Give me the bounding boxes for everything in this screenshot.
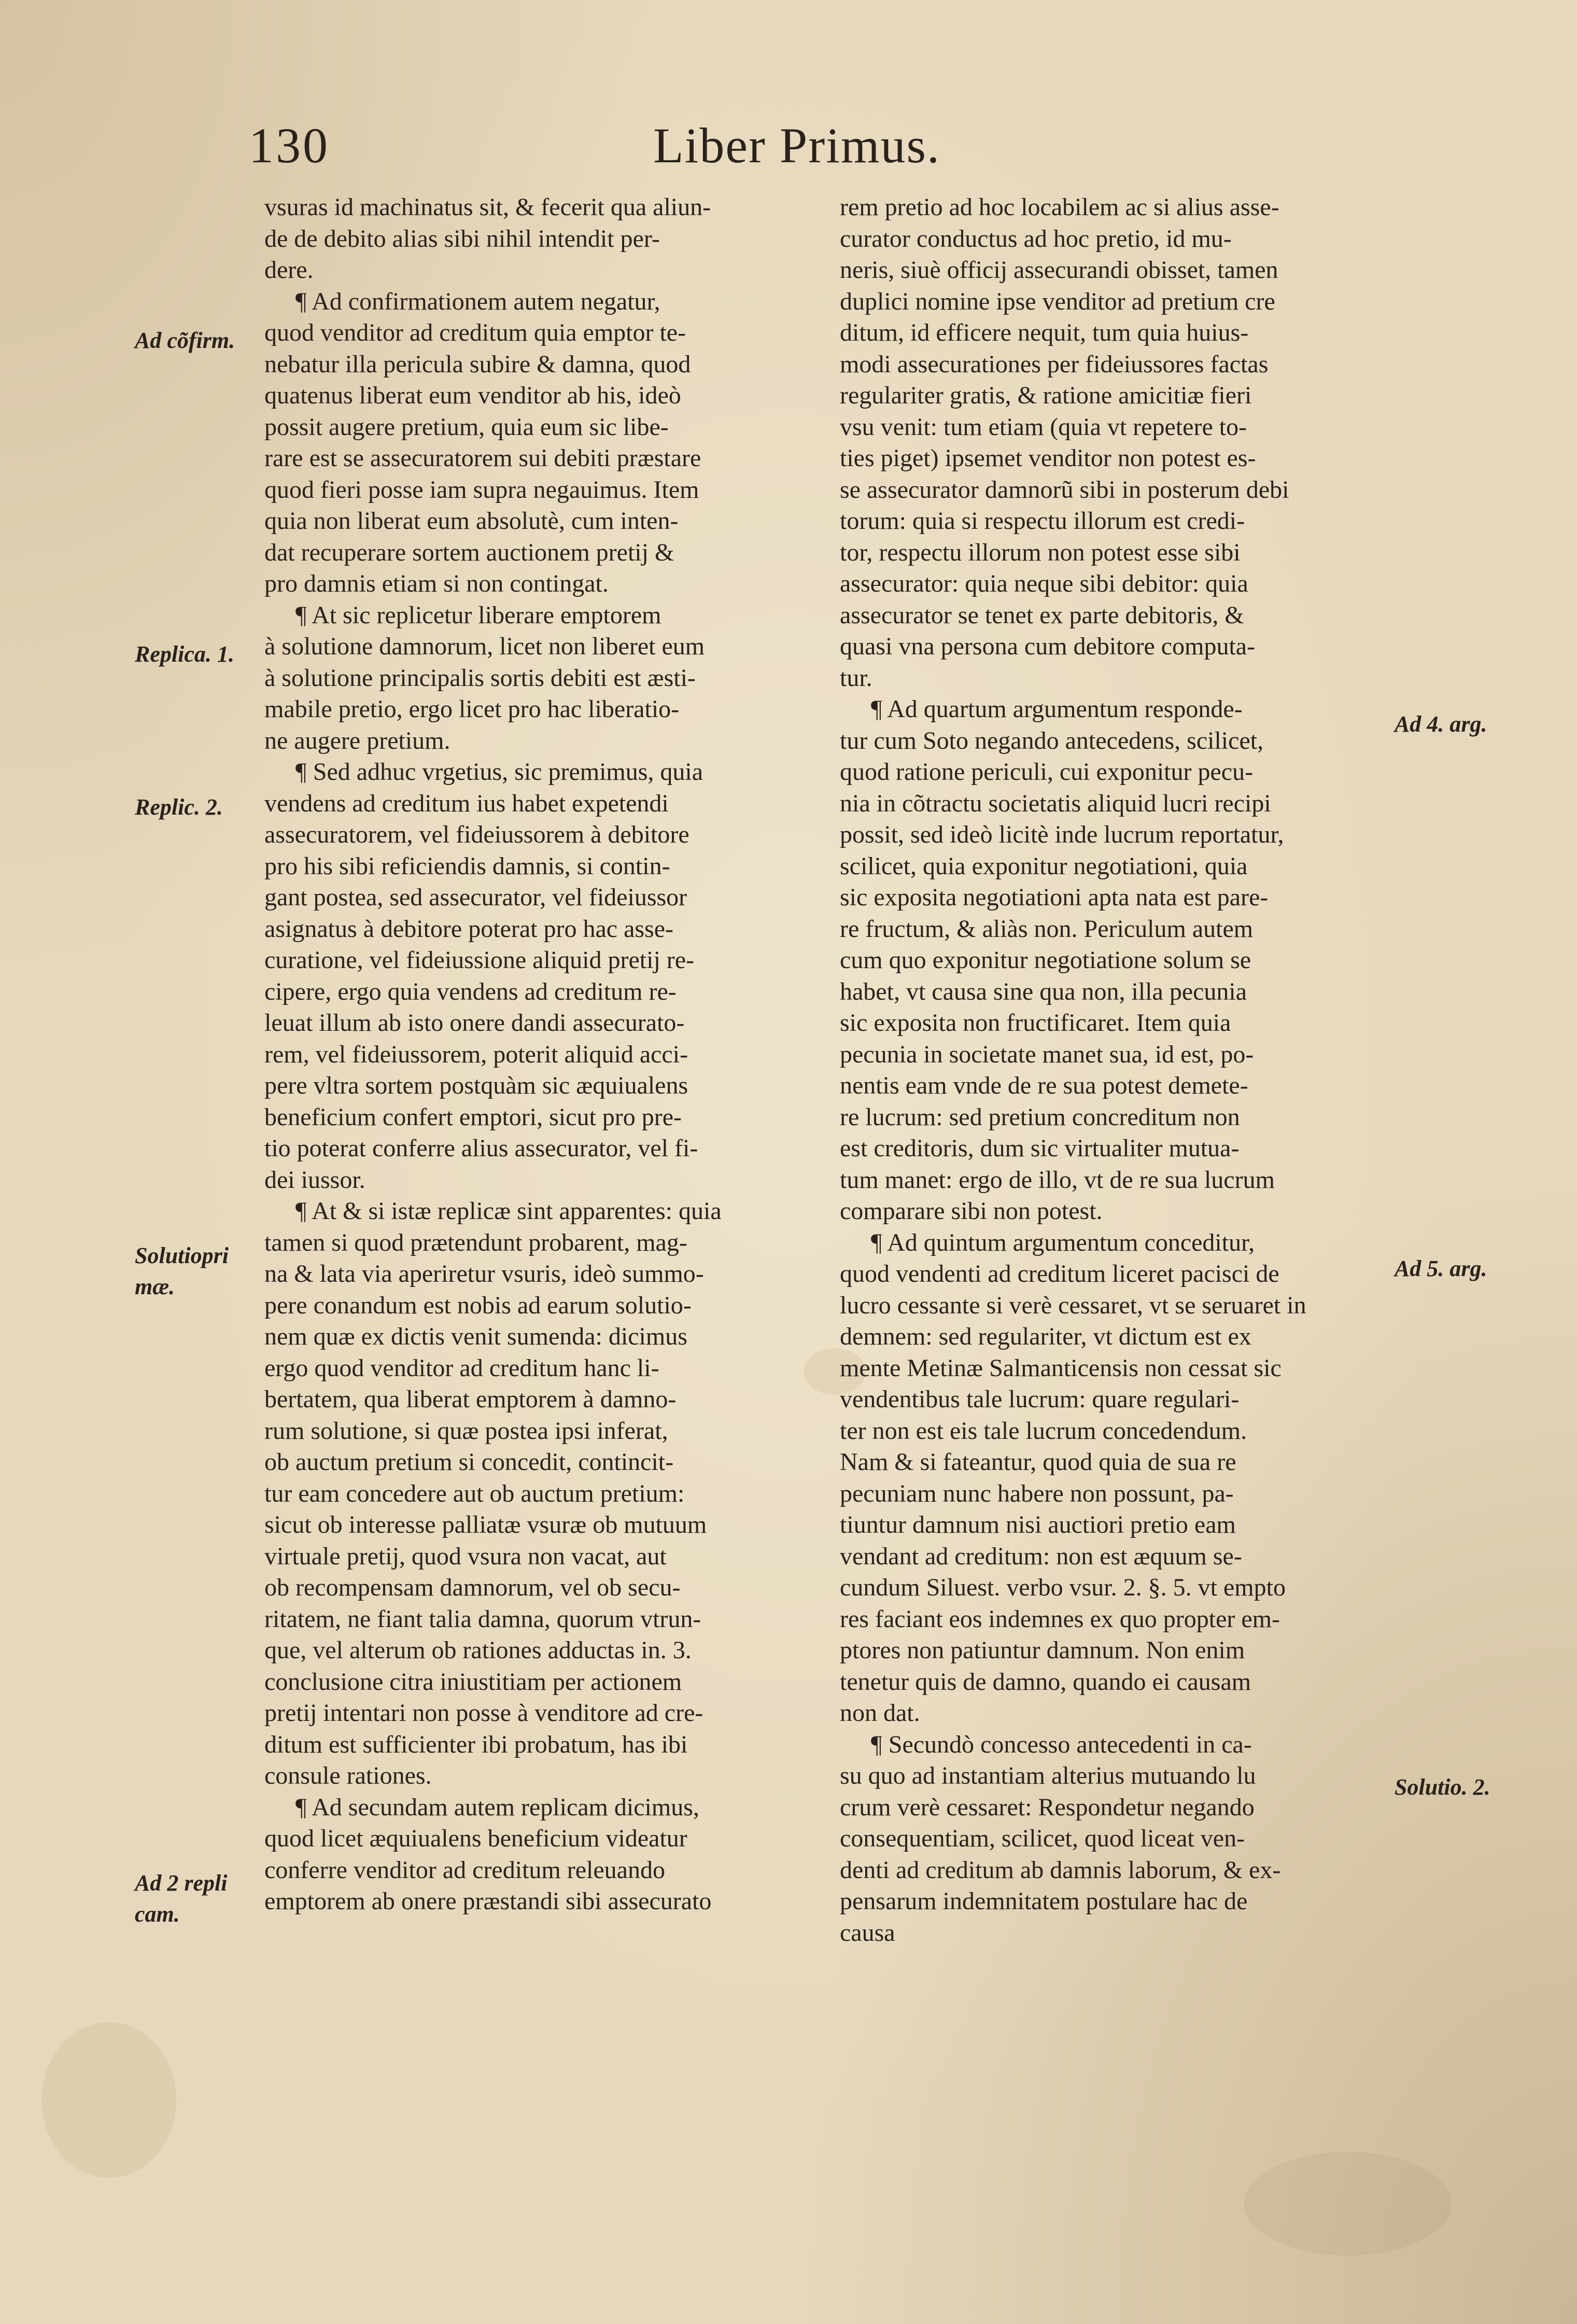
- text-line: tur.: [840, 664, 872, 692]
- text-line: vsuras id machinatus sit, & fecerit qua aliun-: [264, 193, 711, 221]
- text-line: tur cum Soto negando antecedens, scilicet,: [840, 726, 1264, 754]
- text-line: tum manet: ergo de illo, vt de re sua lucrum: [840, 1166, 1275, 1194]
- text-line: tur eam concedere aut ob auctum pretium:: [264, 1479, 685, 1507]
- text-line: dere.: [264, 256, 314, 284]
- text-line: nebatur illa pericula subire & damna, quod: [264, 350, 691, 378]
- margin-note-replic-2: Replic. 2.: [135, 794, 223, 820]
- page-number: 130: [249, 118, 330, 173]
- text-line: tio poterat conferre alius assecurator, vel fi-: [264, 1135, 698, 1162]
- text-line: pere vltra sortem postquàm sic æquiualens: [264, 1072, 688, 1099]
- text-line: ¶ Ad confirmationem autem negatur,: [295, 287, 660, 315]
- text-line: conferre venditor ad creditum releuando: [264, 1856, 665, 1884]
- left-text-column: [264, 192, 798, 1917]
- margin-note-ad-confirm: Ad cõfirm.: [135, 328, 235, 353]
- text-line: cundum Siluest. verbo vsur. 2. §. 5. vt empto: [840, 1574, 1286, 1601]
- margin-note-solutio-2: Solutio. 2.: [1395, 1774, 1490, 1800]
- text-line: nem quæ ex dictis venit sumenda: dicimus: [264, 1323, 687, 1350]
- margin-note-replica-1: Replica. 1.: [135, 641, 234, 667]
- text-line: se assecurator damnorũ sibi in posterum debi: [840, 475, 1289, 503]
- text-line: ties piget) ipsemet venditor non potest es-: [840, 444, 1256, 472]
- text-line: asignatus à debitore poterat pro hac asse-: [264, 915, 674, 943]
- text-line: re lucrum: sed pretium concreditum non: [840, 1103, 1240, 1131]
- text-line: curatione, vel fideiussione aliquid pretij re-: [264, 946, 695, 974]
- text-line: sic exposita non fructificaret. Item quia: [840, 1009, 1231, 1037]
- margin-note-ad-2-replicam-line1: Ad 2 repli: [135, 1870, 228, 1896]
- text-line: rem pretio ad hoc locabilem ac si alius asse-: [840, 193, 1279, 221]
- text-line: beneficium confert emptori, sicut pro pre-: [264, 1103, 682, 1131]
- text-line: quod venditor ad creditum quia emptor te-: [264, 319, 686, 346]
- text-line: est creditoris, dum sic virtualiter mutua-: [840, 1135, 1240, 1162]
- text-line: quatenus liberat eum venditor ab his, ideò: [264, 382, 681, 409]
- text-line: ritatem, ne fiant talia damna, quorum vtrun-: [264, 1605, 701, 1633]
- text-line: ob recompensam damnorum, vel ob secu-: [264, 1574, 681, 1601]
- text-line: nentis eam vnde de re sua potest demete-: [840, 1072, 1248, 1099]
- text-line: nia in cõtractu societatis aliquid lucri recipi: [840, 789, 1271, 817]
- text-line: modi assecurationes per fideiussores factas: [840, 350, 1269, 378]
- text-line: tiuntur damnum nisi auctiori pretio eam: [840, 1511, 1236, 1538]
- text-line: possit, sed ideò licitè inde lucrum reportatur,: [840, 821, 1284, 848]
- text-line: re fructum, & aliàs non. Periculum autem: [840, 915, 1254, 943]
- text-line: quia non liberat eum absolutè, cum inten-: [264, 507, 679, 535]
- text-line: quod vendenti ad creditum liceret pacisci de: [840, 1260, 1279, 1287]
- text-line: pretij intentari non posse à venditore ad cre-: [264, 1699, 703, 1727]
- text-line: curator conductus ad hoc pretio, id mu-: [840, 225, 1232, 253]
- text-line: cipere, ergo quia vendens ad creditum re-: [264, 977, 677, 1005]
- text-line: ter non est eis tale lucrum concedendum.: [840, 1417, 1247, 1445]
- text-line: comparare sibi non potest.: [840, 1197, 1103, 1225]
- text-line: rem, vel fideiussorem, poterit aliquid acci-: [264, 1040, 688, 1068]
- text-line: ¶ Ad quintum argumentum conceditur,: [871, 1228, 1255, 1256]
- right-text-column: [840, 192, 1374, 1949]
- text-line: na & lata via aperiretur vsuris, ideò summo-: [264, 1260, 704, 1287]
- text-line: mente Metinæ Salmanticensis non cessat sic: [840, 1354, 1282, 1382]
- paper-stain: [1244, 2152, 1452, 2256]
- text-line: quod licet æquiualens beneficium videatur: [264, 1825, 687, 1852]
- text-line: gant postea, sed assecurator, vel fideiussor: [264, 884, 687, 911]
- text-line: quasi vna persona cum debitore computa-: [840, 633, 1256, 660]
- text-line: denti ad creditum ab damnis laborum, & ex-: [840, 1856, 1281, 1884]
- text-line: emptorem ab onere præstandi sibi assecurato: [264, 1887, 712, 1915]
- text-line: rum solutione, si quæ postea ipsi inferat,: [264, 1417, 668, 1445]
- text-line: res faciant eos indemnes ex quo propter em-: [840, 1605, 1280, 1633]
- text-line: causa: [840, 1919, 895, 1947]
- text-line: non dat.: [840, 1699, 920, 1727]
- text-line: vendant ad creditum: non est æquum se-: [840, 1542, 1242, 1570]
- text-line: vendentibus tale lucrum: quare regulari-: [840, 1385, 1240, 1413]
- text-line: consule rationes.: [264, 1762, 432, 1789]
- text-line: pecuniam nunc habere non possunt, pa-: [840, 1479, 1234, 1507]
- text-line: quod fieri posse iam supra negauimus. Item: [264, 475, 699, 503]
- text-line: assecuratorem, vel fideiussorem à debitore: [264, 821, 689, 848]
- text-line: leuat illum ab isto onere dandi assecurato-: [264, 1009, 685, 1037]
- text-line: neris, siuè officij assecurandi obisset, tamen: [840, 256, 1278, 284]
- text-line: à solutione principalis sortis debiti est æsti-: [264, 664, 696, 692]
- margin-note-ad-2-replicam-line2: cam.: [135, 1901, 180, 1927]
- margin-note-ad-4-arg: Ad 4. arg.: [1395, 711, 1487, 737]
- text-line: ditum est sufficienter ibi probatum, has ibi: [264, 1730, 688, 1758]
- text-line: crum verè cessaret: Respondetur negando: [840, 1793, 1255, 1821]
- text-line: bertatem, qua liberat emptorem à damno-: [264, 1385, 677, 1413]
- text-line: ¶ Sed adhuc vrgetius, sic premimus, quia: [295, 758, 703, 786]
- text-line: torum: quia si respectu illorum est credi-: [840, 507, 1245, 535]
- text-line: sicut ob interesse palliatæ vsuræ ob mutuum: [264, 1511, 707, 1538]
- text-line: assecurator se tenet ex parte debitoris, &: [840, 601, 1244, 629]
- text-line: tor, respectu illorum non potest esse sibi: [840, 538, 1241, 566]
- margin-note-solutio-prima-line2: mæ.: [135, 1274, 175, 1299]
- text-line: pecunia in societate manet sua, id est, po-: [840, 1040, 1254, 1068]
- text-line: possit augere pretium, quia eum sic libe-: [264, 413, 669, 441]
- text-line: ditum, id efficere nequit, tum quia huius-: [840, 319, 1249, 346]
- text-line: duplici nomine ipse venditor ad pretium cre: [840, 287, 1275, 315]
- text-line: scilicet, quia exponitur negotiationi, quia: [840, 852, 1248, 880]
- text-line: ¶ At sic replicetur liberare emptorem: [295, 601, 661, 629]
- text-line: conclusione citra iniustitiam per actionem: [264, 1668, 682, 1696]
- text-line: regulariter gratis, & ratione amicitiæ fieri: [840, 382, 1252, 409]
- text-line: pensarum indemnitatem postulare hac de: [840, 1887, 1248, 1915]
- text-line: consequentiam, scilicet, quod liceat ven-: [840, 1825, 1245, 1852]
- text-line: pro damnis etiam si non contingat.: [264, 570, 609, 597]
- text-line: ¶ Secundò concesso antecedenti in ca-: [871, 1730, 1252, 1758]
- text-line: rare est se assecuratorem sui debiti præstare: [264, 444, 701, 472]
- text-line: ptores non patiuntur damnum. Non enim: [840, 1636, 1245, 1664]
- text-line: à solutione damnorum, licet non liberet eum: [264, 633, 705, 660]
- text-line: pro his sibi reficiendis damnis, si contin-: [264, 852, 670, 880]
- text-line: vendens ad creditum ius habet expetendi: [264, 789, 669, 817]
- text-line: virtuale pretij, quod vsura non vacat, aut: [264, 1542, 667, 1570]
- text-line: vsu venit: tum etiam (quia vt repetere to-: [840, 413, 1247, 441]
- text-line: de de debito alias sibi nihil intendit per-: [264, 225, 660, 253]
- text-line: ¶ At & si istæ replicæ sint apparentes: quia: [295, 1197, 722, 1225]
- paper-stain: [41, 2022, 176, 2178]
- text-line: que, vel alterum ob rationes adductas in. 3.: [264, 1636, 692, 1664]
- text-line: cum quo exponitur negotiatione solum se: [840, 946, 1251, 974]
- text-line: ¶ Ad quartum argumentum responde-: [871, 695, 1243, 723]
- text-line: quod ratione periculi, cui exponitur pecu-: [840, 758, 1254, 786]
- text-line: dei iussor.: [264, 1166, 365, 1194]
- text-line: pere conandum est nobis ad earum solutio-: [264, 1291, 692, 1319]
- text-line: habet, vt causa sine qua non, illa pecunia: [840, 977, 1247, 1005]
- text-line: mabile pretio, ergo licet pro hac liberatio-: [264, 695, 680, 723]
- text-line: assecurator: quia neque sibi debitor: quia: [840, 570, 1248, 597]
- text-line: demnem: sed regulariter, vt dictum est ex: [840, 1323, 1251, 1350]
- text-line: lucro cessante si verè cessaret, vt se seruaret in: [840, 1291, 1306, 1319]
- text-line: ne augere pretium.: [264, 726, 450, 754]
- margin-note-solutio-prima-line1: Solutiopri: [135, 1243, 229, 1268]
- text-line: ¶ Ad secundam autem replicam dicimus,: [295, 1793, 699, 1821]
- margin-note-ad-5-arg: Ad 5. arg.: [1395, 1256, 1487, 1281]
- text-line: tenetur quis de damno, quando ei causam: [840, 1668, 1251, 1696]
- text-line: sic exposita negotiationi apta nata est pare-: [840, 884, 1269, 911]
- text-line: ob auctum pretium si concedit, contincit-: [264, 1448, 674, 1476]
- text-line: Nam & si fateantur, quod quia de sua re: [840, 1448, 1236, 1476]
- text-line: dat recuperare sortem auctionem pretij &: [264, 538, 674, 566]
- running-title: Liber Primus.: [653, 118, 940, 173]
- text-line: su quo ad instantiam alterius mutuando lu: [840, 1762, 1256, 1789]
- page-header: [249, 117, 1363, 184]
- text-line: ergo quod venditor ad creditum hanc li-: [264, 1354, 659, 1382]
- text-line: tamen si quod prætendunt probarent, mag-: [264, 1228, 687, 1256]
